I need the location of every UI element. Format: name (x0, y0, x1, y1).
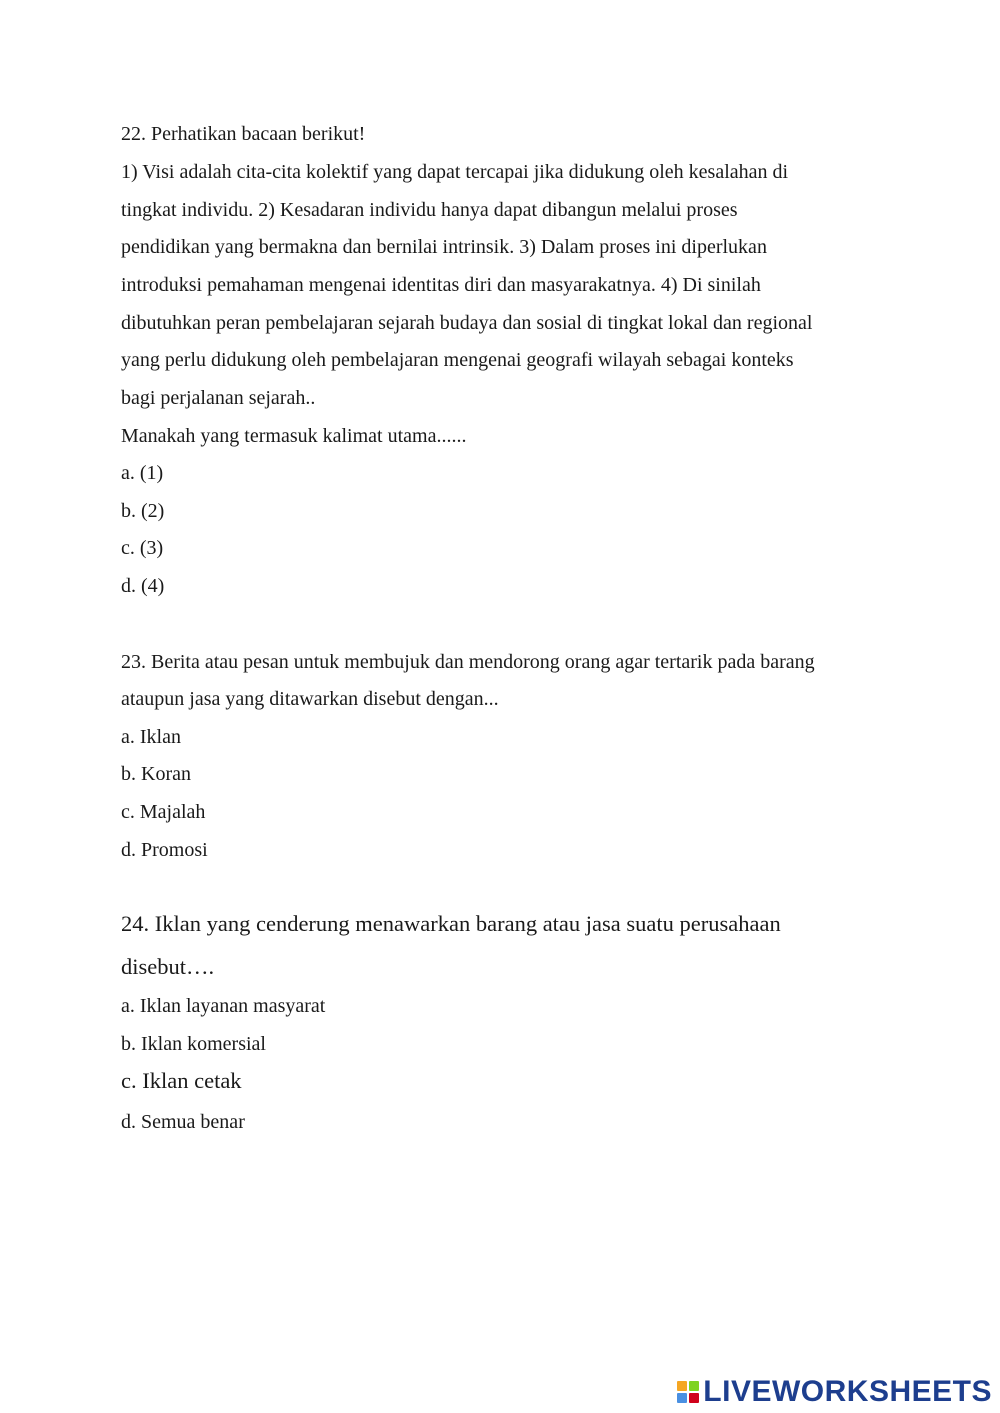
q22-passage-line: pendidikan yang bermakna dan bernilai intrinsik. 3) Dalam proses ini diperlukan (121, 236, 767, 258)
q22-option-b[interactable]: b. (2) (121, 500, 165, 522)
q22-option-a[interactable]: a. (1) (121, 462, 164, 484)
brand-name: LIVEWORKSHEETS (703, 1375, 992, 1408)
logo-square (677, 1393, 687, 1403)
q23-question-line: 23. Berita atau pesan untuk membujuk dan mendorong orang agar tertarik pada barang (121, 651, 815, 673)
q23-option-c[interactable]: c. Majalah (121, 801, 206, 823)
logo-square (689, 1393, 699, 1403)
q22-option-d[interactable]: d. (4) (121, 575, 165, 597)
q22-passage-line: yang perlu didukung oleh pembelajaran mengenai geografi wilayah sebagai konteks (121, 349, 794, 371)
q22-question: 22. Perhatikan bacaan berikut! (121, 123, 366, 145)
q22-prompt: Manakah yang termasuk kalimat utama...... (121, 425, 467, 447)
q23-option-d[interactable]: d. Promosi (121, 839, 208, 861)
q24-question-line: disebut…. (121, 954, 215, 979)
q23-question-line: ataupun jasa yang ditawarkan disebut dengan... (121, 688, 499, 710)
q24-option-d[interactable]: d. Semua benar (121, 1111, 245, 1133)
q24-option-a[interactable]: a. Iklan layanan masyarat (121, 995, 326, 1017)
liveworksheets-logo (677, 1375, 992, 1409)
q22-passage-line: 1) Visi adalah cita-cita kolektif yang dapat tercapai jika didukung oleh kesalahan di (121, 161, 789, 183)
q24-question-line: 24. Iklan yang cenderung menawarkan barang atau jasa suatu perusahaan (121, 911, 781, 936)
q23-option-b[interactable]: b. Koran (121, 763, 191, 785)
logo-square (677, 1381, 687, 1391)
q22-passage-line: tingkat individu. 2) Kesadaran individu hanya dapat dibangun melalui proses (121, 199, 738, 221)
q22-passage-line: bagi perjalanan sejarah.. (121, 387, 316, 409)
q22-passage-line: introduksi pemahaman mengenai identitas diri dan masyarakatnya. 4) Di sinilah (121, 274, 761, 296)
logo-square (689, 1381, 699, 1391)
q23-option-a[interactable]: a. Iklan (121, 726, 181, 748)
q22-option-c[interactable]: c. (3) (121, 537, 164, 559)
liveworksheets-logo-icon (677, 1381, 699, 1403)
q24-option-c[interactable]: c. Iklan cetak (121, 1068, 242, 1093)
q24-option-b[interactable]: b. Iklan komersial (121, 1033, 266, 1055)
q22-passage-line: dibutuhkan peran pembelajaran sejarah budaya dan sosial di tingkat lokal dan regional (121, 312, 813, 334)
